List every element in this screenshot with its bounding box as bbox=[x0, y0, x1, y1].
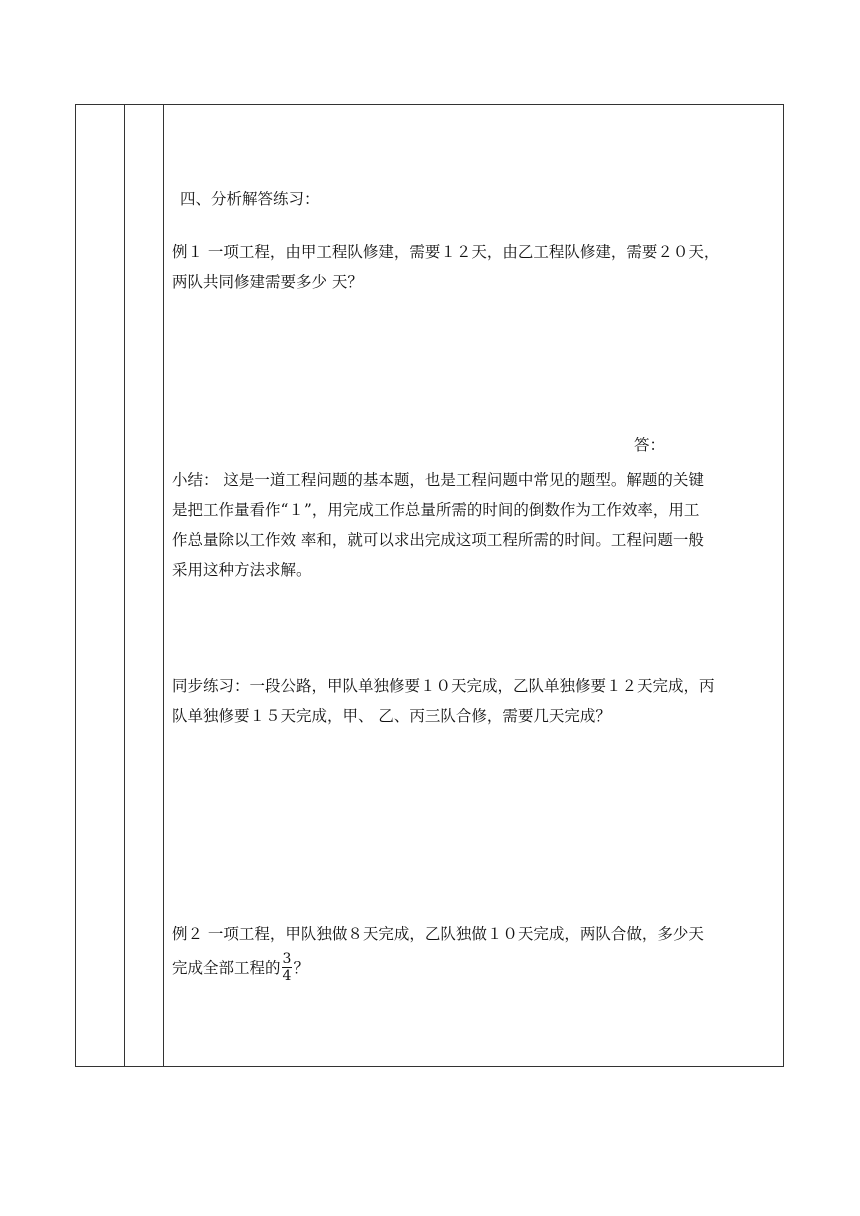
practice-line-2: 队单独修要１５天完成，甲、 乙、丙三队合修，需要几天完成？ bbox=[172, 707, 611, 725]
column-divider-1 bbox=[124, 104, 125, 1067]
example-2-line-2-text: 完成全部工程的 bbox=[172, 959, 281, 977]
practice-line-1: 同步练习：一段公路，甲队单独修要１０天完成，乙队单独修要１２天完成，丙 bbox=[172, 677, 715, 695]
example-1-line-1: 例１ 一项工程，由甲工程队修建，需要１２天，由乙工程队修建，需要２０天， bbox=[172, 243, 720, 261]
example-2 bbox=[172, 917, 778, 986]
summary bbox=[172, 465, 778, 585]
fraction-numerator: 3 bbox=[282, 950, 292, 967]
column-divider-2 bbox=[163, 104, 164, 1067]
fraction-denominator: 4 bbox=[282, 967, 292, 984]
summary-line-1: 小结： 这是一道工程问题的基本题，也是工程问题中常见的题型。解题的关键 bbox=[172, 471, 704, 489]
fraction bbox=[282, 951, 293, 984]
section-heading: 四、分析解答练习： bbox=[180, 190, 320, 208]
example-2-line-2 bbox=[172, 951, 778, 986]
answer-label: 答： bbox=[634, 436, 666, 454]
summary-line-3: 作总量除以工作效 率和，就可以求出完成这项工程所需的时间。工程问题一般 bbox=[172, 531, 704, 549]
summary-line-2: 是把工作量看作“１”，用完成工作总量所需的时间的倒数作为工作效率，用工 bbox=[172, 501, 700, 519]
example-1-line-2: 两队共同修建需要多少 天？ bbox=[172, 273, 363, 291]
example-2-line-1: 例２ 一项工程，甲队独做８天完成，乙队独做１０天完成，两队合做，多少天 bbox=[172, 925, 704, 943]
example-1 bbox=[172, 237, 778, 297]
summary-line-4: 采用这种方法求解。 bbox=[172, 561, 312, 579]
practice bbox=[172, 671, 778, 731]
example-2-line-2-end: ？ bbox=[293, 959, 309, 977]
